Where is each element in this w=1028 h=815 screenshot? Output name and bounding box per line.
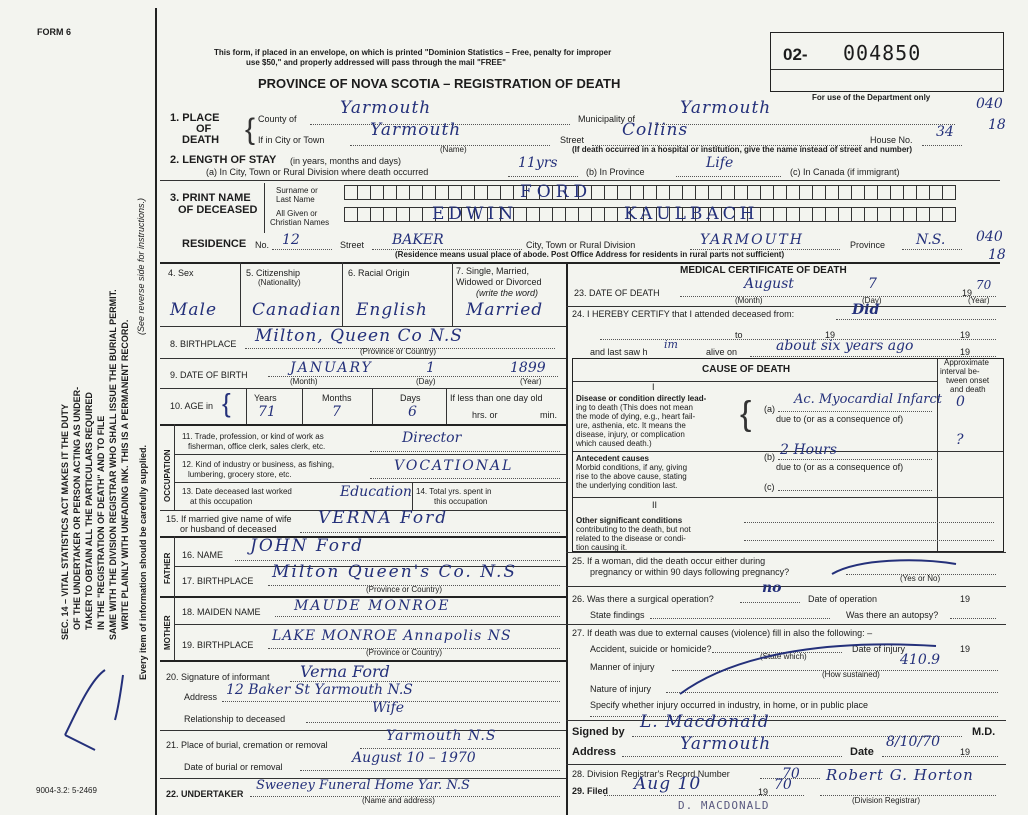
min-label: min.: [540, 410, 558, 420]
given-label-2: Christian Names: [270, 218, 330, 227]
mother-name: MAUDE MONROE: [294, 598, 451, 614]
place-label-death: DEATH: [182, 134, 220, 146]
alive-on-label: alive on: [706, 347, 738, 357]
father-birthplace-label: 17. BIRTHPLACE: [182, 576, 254, 586]
print-code: 9004-3.2: 5-2469: [36, 786, 97, 795]
residence-city-label: City, Town or Rural Division: [526, 240, 636, 250]
birthplace-value: Milton, Queen Co N.S: [255, 326, 463, 346]
interval-label-3: tween onset: [946, 376, 990, 385]
statute-line-3: TAKER TO OBTAIN ALL THE PARTICULARS REQUIRED: [84, 392, 94, 630]
dob-day: 1: [426, 360, 435, 376]
interval-b: ?: [956, 432, 964, 448]
marital-label-3: (write the word): [476, 288, 539, 298]
statute-line-5: SAME WITH THE DIVISION REGISTRAR WHO SHALL ISSUE THE BURIAL PERMIT.: [108, 289, 118, 640]
city-value: Yarmouth: [370, 120, 462, 140]
father-birthplace-caption: (Province or Country): [366, 585, 443, 594]
name-label-2: OF DECEASED: [178, 204, 258, 216]
registrar-number: 70: [782, 766, 800, 782]
md-label: M.D.: [972, 726, 996, 738]
interval-label: Approximate: [944, 358, 989, 367]
last-worked-value: Education: [340, 484, 412, 500]
stay-label: 2. LENGTH OF STAY: [170, 154, 277, 166]
stay-a-label: (a) In City, Town or Rural Division where death occurred: [206, 167, 429, 177]
dept-code-1: 040: [976, 96, 1003, 112]
age-days: 6: [408, 404, 417, 420]
statute-line-4: IN THE "REGISTRATION OF DEATH" AND TO FILE: [96, 415, 106, 630]
citizenship-label-2: (Nationality): [258, 278, 301, 287]
cause-brace: {: [740, 395, 752, 433]
trade-label: 11. Trade, profession, or kind of work as: [182, 432, 324, 441]
stay-a-value: 11yrs: [518, 155, 558, 171]
dept-use-label: For use of the Department only: [812, 93, 931, 102]
other-conditions-2: contributing to the death, but not: [576, 525, 691, 534]
antecedent-label: Antecedent causes: [576, 454, 649, 463]
marital-label-2: Widowed or Divorced: [456, 277, 542, 287]
dob-month-caption: (Month): [290, 377, 318, 386]
wife-label: 15. If married give name of wife: [166, 514, 292, 524]
date-injury-label: Date of injury: [852, 644, 906, 654]
father-name: JOHN Ford: [250, 536, 364, 556]
signed-by-value: L. Macdonald: [640, 712, 770, 732]
residence-no: 12: [282, 232, 300, 248]
direct-cause-2: ing to death (This does not mean: [576, 403, 693, 412]
injury-code: 410.9: [900, 652, 941, 668]
wife-value: VERNA Ford: [318, 508, 449, 528]
undertaker-caption: (Name and address): [362, 796, 435, 805]
informant-relationship: Wife: [372, 700, 405, 716]
registrar-caption: (Division Registrar): [852, 796, 921, 805]
given-label: All Given or: [276, 209, 318, 218]
house-value: 34: [936, 124, 954, 140]
total-years-label-2: this occupation: [434, 497, 488, 506]
statute-line-2: OF THE UNDERTAKER OR PERSON ACTING AS UNDER-: [72, 386, 82, 630]
death-month: August: [744, 276, 794, 292]
residence-note: (Residence means usual place of abode. Post Office Address for residents in rural parts not sufficient): [395, 250, 785, 259]
residence-street-label: Street: [340, 240, 365, 250]
name-label: 3. PRINT NAME: [170, 192, 251, 204]
pregnancy-dash: [830, 556, 960, 580]
cause-c-label: (c): [764, 482, 775, 492]
hrs-label: hrs. or: [472, 410, 498, 420]
statute-line-6: WRITE PLAINLY WITH UNFADING INK. THIS IS A PERMANENT RECORD.: [120, 319, 130, 630]
trade-label-2: fisherman, office clerk, sales clerk, etc.: [188, 442, 326, 451]
yes-no-caption: (Yes or No): [900, 574, 941, 583]
interval-a: 0: [956, 394, 965, 410]
op-date-label: Date of operation: [808, 594, 878, 604]
industry-label-2: lumbering, grocery store, etc.: [188, 470, 292, 479]
residence-street: BAKER: [392, 232, 444, 248]
direct-cause-5: disease, injury, or complication: [576, 430, 685, 439]
statute-line-1: SEC. 14 – VITAL STATISTICS ACT MAKES IT THE DUTY: [60, 403, 70, 640]
residence-province-label: Province: [850, 240, 886, 250]
burial-place: Yarmouth N.S: [386, 728, 497, 744]
age-label: 10. AGE in: [170, 401, 214, 411]
alive-on-19: 19: [960, 347, 971, 357]
death-day-caption: (Day): [862, 296, 882, 305]
registrar-signature: Robert G. Horton: [826, 766, 974, 784]
total-years-label: 14. Total yrs. spent in: [416, 487, 492, 496]
death-year-prefix: 19: [962, 288, 973, 298]
dob-month: JANUARY: [290, 360, 373, 376]
cause-b-label: (b): [764, 452, 775, 462]
surgery-value: no: [762, 580, 782, 596]
date-injury-19: 19: [960, 644, 971, 654]
accident-label: Accident, suicide or homicide?: [590, 644, 712, 654]
given-name-2: KAULBACH: [624, 204, 759, 224]
city-label: If in City or Town: [258, 135, 325, 145]
stay-b-label: (b) In Province: [586, 167, 645, 177]
dept-code-3: 040: [976, 229, 1003, 245]
signed-date-19: 19: [960, 747, 971, 757]
death-date-label: 23. DATE OF DEATH: [574, 288, 660, 298]
surname-boxes: [345, 185, 956, 200]
signed-address-value: Yarmouth: [680, 734, 772, 754]
surname-label-2: Last Name: [276, 195, 315, 204]
burial-date-label: Date of burial or removal: [184, 762, 283, 772]
envelope-notice-2: use $50," and properly addressed will pass through the mail "FREE": [246, 58, 506, 67]
age-years: 71: [258, 404, 276, 420]
street-value: Collins: [622, 120, 689, 140]
father-side-label: FATHER: [163, 552, 172, 584]
manner-label: Manner of injury: [590, 662, 655, 672]
registration-number: 004850: [843, 41, 922, 65]
medical-title: MEDICAL CERTIFICATE OF DEATH: [680, 265, 847, 276]
envelope-notice-1: This form, if placed in an envelope, on which is printed "Dominion Statistics – Free, penalty for improper: [214, 48, 612, 57]
marital-value: Married: [466, 300, 544, 320]
last-worked-label-2: at this occupation: [190, 497, 253, 506]
mother-birthplace: LAKE MONROE Annapolis NS: [272, 628, 512, 644]
informant-sig-label: 20. Signature of informant: [166, 672, 270, 682]
dob-year: 1899: [510, 360, 546, 376]
age-bracket: {: [222, 388, 231, 418]
external-label: 27. If death was due to external causes (violence) fill in also the following: –: [572, 628, 873, 638]
to-label: to: [735, 330, 743, 340]
residence-province: N.S.: [916, 232, 946, 248]
birthplace-caption: (Province or Country): [360, 347, 437, 356]
last-saw-mark: im: [664, 338, 678, 351]
dept-code-4: 18: [988, 247, 1006, 263]
antecedent-4: the underlying condition last.: [576, 481, 678, 490]
registrar-stamp: D. MACDONALD: [678, 799, 770, 812]
interval-label-2: interval be-: [940, 367, 980, 376]
residence-label: RESIDENCE: [182, 238, 247, 250]
surgery-label: 26. Was there a surgical operation?: [572, 594, 714, 604]
signed-date-label: Date: [850, 746, 874, 758]
citizenship-value: Canadian: [252, 300, 342, 320]
mother-name-label: 18. MAIDEN NAME: [182, 607, 261, 617]
supply-note: Every item of information should be carefully supplied.: [138, 444, 148, 680]
undertaker-value: Sweeney Funeral Home Yar. N.S: [256, 778, 470, 793]
instructions-note: (See reverse side for instructions.): [136, 197, 146, 335]
certify-from: Did: [852, 302, 880, 318]
name-caption: (Name): [440, 145, 467, 154]
place-label: 1. PLACE: [170, 112, 220, 124]
filed-year: 70: [774, 777, 792, 793]
antecedent-2: Morbid conditions, if any, giving: [576, 463, 688, 472]
mother-birthplace-label: 19. BIRTHPLACE: [182, 640, 254, 650]
other-conditions-4: tion causing it.: [576, 543, 628, 552]
place-brace: {: [245, 113, 256, 146]
trade-value: Director: [402, 430, 462, 446]
filed-date: Aug 10: [634, 774, 702, 794]
signed-by-label: Signed by: [572, 726, 625, 738]
last-worked-label: 13. Date deceased last worked: [182, 487, 292, 496]
surname-value: FORD: [520, 182, 593, 202]
age-months: 7: [332, 404, 341, 420]
alive-on-value: about six years ago: [776, 338, 914, 354]
age-years-label: Years: [254, 393, 277, 403]
pen-scribble: [35, 660, 130, 770]
form-left-border: [155, 8, 157, 815]
dob-label: 9. DATE OF BIRTH: [170, 370, 248, 380]
burial-place-label: 21. Place of burial, cremation or removal: [166, 740, 328, 750]
interval-label-4: and death: [950, 385, 986, 394]
findings-label: State findings: [590, 610, 645, 620]
direct-cause-6: which caused death.): [576, 439, 652, 448]
direct-cause-3: the mode of dying, e.g., heart fail-: [576, 412, 696, 421]
house-label: House No.: [870, 135, 913, 145]
stay-b-value: Life: [706, 155, 734, 171]
registrar-number-label: 28. Division Registrar's Record Number: [572, 769, 730, 779]
undertaker-label: 22. UNDERTAKER: [166, 789, 244, 799]
certify-label: 24. I HEREBY CERTIFY that I attended deceased from:: [572, 309, 795, 319]
burial-date: August 10 – 1970: [352, 750, 476, 766]
father-name-label: 16. NAME: [182, 550, 224, 560]
cause-a-value: Ac. Myocardial Infarct: [794, 392, 942, 407]
roman-two: II: [652, 500, 658, 510]
death-year-caption: (Year): [968, 296, 990, 305]
citizenship-label: 5. Citizenship: [246, 268, 301, 278]
sex-value: Male: [170, 300, 218, 320]
age-months-label: Months: [322, 393, 352, 403]
roman-one: I: [652, 382, 655, 392]
mother-birthplace-caption: (Province or Country): [366, 648, 443, 657]
informant-signature: Verna Ford: [300, 662, 390, 681]
less-than-day-label: If less than one day old: [450, 393, 543, 403]
direct-cause-4: ure, asthenia, etc. It means the: [576, 421, 686, 430]
industry-label: 12. Kind of industry or business, as fishing,: [182, 460, 335, 469]
cause-title: CAUSE OF DEATH: [702, 364, 791, 375]
stay-c-label: (c) In Canada (if immigrant): [790, 167, 900, 177]
municipality-value: Yarmouth: [680, 98, 772, 118]
cause-a-label: (a): [764, 404, 775, 414]
op-date-19: 19: [960, 594, 971, 604]
other-conditions-3: related to the disease or condi-: [576, 534, 686, 543]
death-day: 7: [868, 276, 877, 292]
mother-side-label: MOTHER: [163, 615, 172, 650]
place-label-of: OF: [196, 123, 212, 135]
racial-label: 6. Racial Origin: [348, 268, 410, 278]
industry-value: VOCATIONAL: [394, 458, 514, 474]
father-birthplace: Milton Queen's Co. N.S: [272, 562, 518, 582]
residence-city: YARMOUTH: [700, 232, 804, 248]
due-to-2: due to (or as a consequence of): [776, 462, 904, 472]
to-19-b: 19: [960, 330, 971, 340]
nature-label: Nature of injury: [590, 684, 652, 694]
signed-address-label: Address: [572, 746, 617, 758]
form-title: PROVINCE OF NOVA SCOTIA – REGISTRATION OF DEATH: [258, 76, 621, 91]
dept-code-2: 18: [988, 117, 1006, 133]
pregnancy-label-2: pregnancy or within 90 days following pregnancy?: [590, 567, 790, 577]
signed-date-value: 8/10/70: [886, 734, 940, 750]
pregnancy-label: 25. If a woman, did the death occur either during: [572, 556, 766, 566]
state-which-caption: (State which): [760, 652, 807, 661]
racial-value: English: [356, 300, 428, 320]
direct-cause-label: Disease or condition directly lead-: [576, 394, 707, 403]
stay-sub: (in years, months and days): [290, 156, 402, 166]
death-month-caption: (Month): [735, 296, 763, 305]
marital-label: 7. Single, Married,: [456, 266, 530, 276]
given-name-1: EDWIN: [432, 204, 518, 224]
death-year: 70: [976, 278, 992, 292]
how-sustained-caption: (How sustained): [822, 670, 880, 679]
specify-label: Specify whether injury occurred in industry, in home, or in public place: [590, 700, 868, 710]
surname-label: Surname or: [276, 186, 318, 195]
registration-prefix: 02-: [783, 45, 808, 64]
injury-strike-mark: [660, 640, 940, 700]
street-label: Street: [560, 135, 585, 145]
antecedent-3: rise to the above cause, stating: [576, 472, 687, 481]
form-number: FORM 6: [37, 27, 72, 37]
occupation-side-label: OCCUPATION: [163, 449, 172, 502]
cause-b-value: 2 Hours: [780, 442, 837, 458]
age-days-label: Days: [400, 393, 421, 403]
informant-address-label: Address: [184, 692, 218, 702]
municipality-label: Municipality of: [578, 114, 636, 124]
to-19-a: 19: [825, 330, 836, 340]
wife-label-2: or husband of deceased: [180, 524, 277, 534]
dob-year-caption: (Year): [520, 377, 542, 386]
informant-address: 12 Baker St Yarmouth N.S: [226, 682, 413, 698]
autopsy-label: Was there an autopsy?: [846, 610, 939, 620]
last-saw-label: and last saw h: [590, 347, 648, 357]
residence-no-label: No.: [255, 240, 270, 250]
dob-day-caption: (Day): [416, 377, 436, 386]
sex-label: 4. Sex: [168, 268, 194, 278]
other-conditions-label: Other significant conditions: [576, 516, 683, 525]
county-label: County of: [258, 114, 297, 124]
filed-label: 29. Filed: [572, 786, 609, 796]
relationship-label: Relationship to deceased: [184, 714, 286, 724]
filed-year-prefix: 19: [758, 787, 769, 797]
registration-box: [770, 32, 1004, 92]
hospital-note: (If death occurred in a hospital or institution, give the name instead of street and number): [572, 145, 913, 154]
county-value: Yarmouth: [340, 98, 432, 118]
due-to-1: due to (or as a consequence of): [776, 414, 904, 424]
birthplace-label: 8. BIRTHPLACE: [170, 339, 237, 349]
